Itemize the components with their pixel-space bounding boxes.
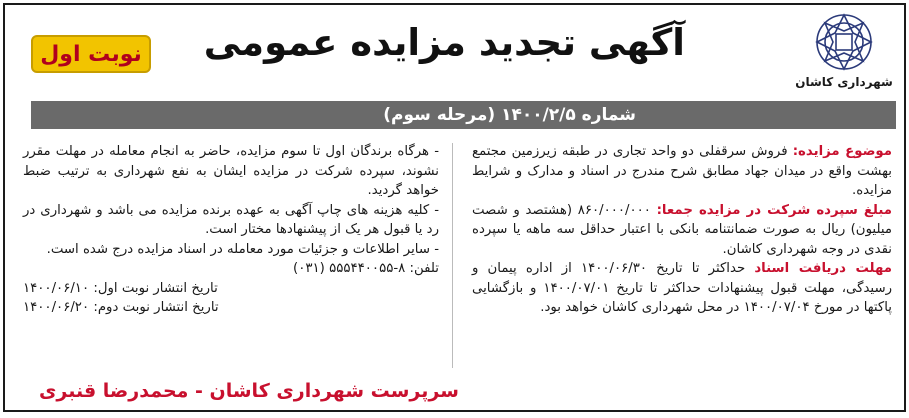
phone-number: تلفن: ۸-۵۵۵۴۴۰۰۵۵ (۰۳۱) xyxy=(293,261,439,276)
deposit-text: ۸۶۰/۰۰۰/۰۰۰ (هشتصد و شصت میلیون) ریال به صورت ضمانتنامه بانکی با اعتبار حداقل سه ماهه یا سپرده نقدی در وجه شهرداری کاشان. xyxy=(472,202,892,257)
number-bar xyxy=(31,101,896,129)
subject-label: موضوع مزایده: xyxy=(792,144,892,159)
kashan-municipality-emblem-icon xyxy=(813,11,875,73)
subject-paragraph xyxy=(472,142,892,201)
tender-advertisement xyxy=(3,3,906,412)
page-title: آگهی تجدید مزایده عمومی xyxy=(203,21,685,64)
note-costs: - کلیه هزینه های چاپ آگهی به عهده برنده مزایده می باشد و شهرداری در رد یا قبول هر یک از پیشنهادها مختار است. xyxy=(23,202,439,237)
note-details: - سایر اطلاعات و جزئیات مورد معامله در اسناد مزایده درج شده است. xyxy=(46,241,439,257)
details-column xyxy=(472,142,892,318)
note-forfeit: - هرگاه برندگان اول تا سوم مزایده، حاضر به انجام معامله در مهلت مقرر نشوند، سپرده شرکت در مزایده ایشان به نفع شهرداری به ترتیب ضبط خواهد گردید. xyxy=(23,144,439,198)
deadline-text: حداکثر تا تاریخ ۱۴۰۰/۰۶/۳۰ از اداره پیمان و رسیدگی، مهلت قبول پیشنهادات حداکثر تا تاریخ ۱۴۰۰/۰۷/۰۱ و بازگشایی پاکتها در مورخ ۱۴۰۰/۰۷/۰۴ در محل شهرداری کاشان خواهد بود. xyxy=(472,261,893,315)
deposit-label: مبلغ سپرده شرکت در مزایده جمعا: xyxy=(656,202,892,218)
publish-date-second: تاریخ انتشار نوبت دوم: ۱۴۰۰/۰۶/۲۰ xyxy=(23,300,219,315)
subject-text: فروش سرقفلی دو واحد تجاری در طبقه زیرزمین مجتمع بهشت واقع در میدان جهاد مطابق شرح مندرج در اسناد و مدارک و شرایط مزایده. xyxy=(472,144,892,198)
deposit-paragraph xyxy=(472,201,892,260)
deadline-paragraph xyxy=(472,259,892,318)
notes-column xyxy=(23,142,439,318)
tender-number: شماره ۱۴۰۰/۲/۵ (مرحله سوم) xyxy=(383,105,636,125)
municipality-logo xyxy=(794,11,894,101)
deadline-label: مهلت دریافت اسناد xyxy=(754,261,892,276)
signature: سرپرست شهرداری کاشان - محمدرضا قنبری xyxy=(39,380,459,402)
column-divider xyxy=(452,143,453,368)
publish-date-first: تاریخ انتشار نوبت اول: ۱۴۰۰/۰۶/۱۰ xyxy=(23,280,218,296)
logo-org-name: شهرداری کاشان xyxy=(795,75,893,89)
round-badge: نوبت اول xyxy=(31,35,151,73)
